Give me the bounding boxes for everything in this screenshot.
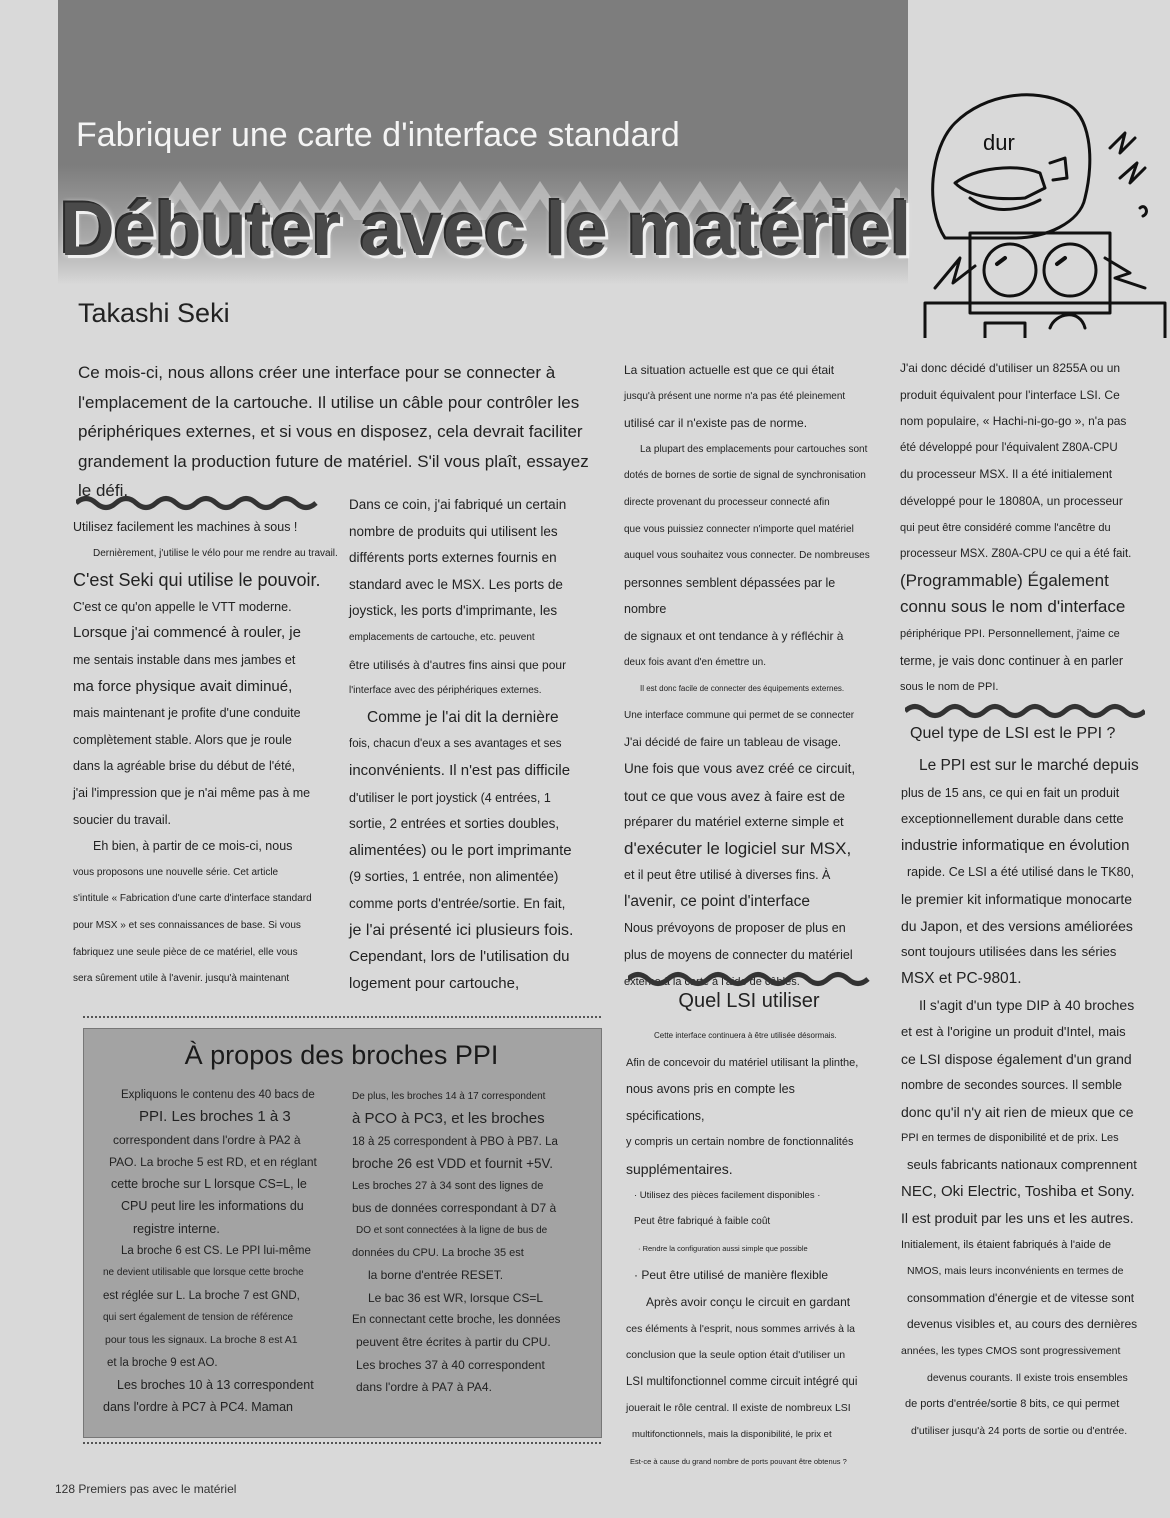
col3-line2: nous avons pris en compte les spécifications, [626,1082,795,1123]
col4-line2: Initialement, ils étaient fabriqués à l'aide de [901,1238,1112,1251]
col4-line: sous le nom de PPI. [900,681,999,694]
sidebar-left-line: correspondent dans l'ordre à PA2 à [113,1132,301,1147]
col4-line2: NMOS, mais leurs inconvénients en termes de [907,1265,1124,1278]
col4-line2: Il est produit par les uns et les autres. [901,1210,1134,1227]
col1-line: ma force physique avait diminué, [73,677,293,695]
col3-line2: Cette interface continuera à être utilisée désormais. [654,1031,837,1040]
col4-line: produit équivalent pour l'interface LSI. Ce [900,387,1120,402]
col3-line: personnes semblent dépassées par le nombre [624,575,836,617]
col1-caption: Dernièrement, j'utilise le vélo pour me rendre au travail. [93,547,338,559]
col1-line: dans la agréable brise du début de l'été, [73,759,295,774]
col4-line2: de ports d'entrée/sortie 8 bits, ce qui permet [905,1398,1120,1411]
col2-line: comme ports d'entrée/sortie. En fait, [349,895,566,911]
col4-line: développé pour le 18080A, un processeur [900,493,1123,508]
sidebar-right-line: Les broches 37 à 40 correspondent [356,1357,545,1372]
col2-line: d'utiliser le port joystick (4 entrées, 1 [349,790,551,805]
col3-line: deux fois avant d'en émettre un. [624,656,766,668]
sidebar-left-line: registre interne. [133,1221,220,1236]
sidebar-top-rule [83,1016,601,1018]
sidebar-left-line: PPI. Les broches 1 à 3 [139,1108,291,1126]
col3-line: plus de moyens de connecter du matériel [624,948,853,963]
col2-line: Dans ce coin, j'ai fabriqué un certain [349,497,567,512]
sidebar-right-line: bus de données correspondant à D7 à [352,1201,557,1216]
col1-quote: C'est Seki qui utilise le pouvoir. [73,570,321,591]
sidebar-right-line: dans l'ordre à PA7 à PA4. [356,1379,492,1394]
col3-line: Nous prévoyons de proposer de plus en [624,921,846,936]
col4-line: terme, je vais donc continuer à en parler [900,653,1124,668]
col1-subtitle: Utilisez facilement les machines à sous ! [73,520,298,534]
col3-line2: multifonctionnels, mais la disponibilité, le prix et [632,1428,832,1440]
kicker: Fabriquer une carte d'interface standard [76,116,680,154]
sidebar-right-line: DO et sont connectées à la ligne de bus de [356,1224,548,1236]
col3-line: Une interface commune qui permet de se connecter [624,709,855,721]
col2-line: Comme je l'ai dit la dernière [367,708,559,726]
col3-line2: Afin de concevoir du matériel utilisant la plinthe, [626,1056,859,1069]
col1-line: soucier du travail. [73,812,171,827]
sidebar-left-column [103,1084,331,1418]
wave-divider-col3 [628,970,873,988]
col4-line: qui peut être considéré comme l'ancêtre du [900,521,1111,534]
column-1 [73,514,343,993]
col3-line: externe à la carte à l'aide de câbles. [624,975,800,988]
col3-line2: · Rendre la configuration aussi simple que possible [638,1243,808,1253]
col4-line2: MSX et PC-9801. [901,969,1022,987]
col3-line: de signaux et ont tendance à y réfléchir à [624,628,844,643]
col2-line: sortie, 2 entrées et sorties doubles, [349,816,560,832]
sidebar-right-line: à PCO à PC3, et les broches [352,1110,545,1128]
col3-line: d'exécuter le logiciel sur MSX, [624,838,852,858]
heading-quel-type: Quel type de LSI est le PPI ? [910,725,1116,742]
col4-line: périphérique PPI. Personnellement, j'aime ce [900,627,1120,640]
col3-line: directe provenant du processeur connecté afin [624,496,830,508]
column-4 [900,355,1150,701]
sidebar-right-line: En connectant cette broche, les données [352,1313,561,1326]
col4-line2: plus de 15 ans, ce qui en fait un produit [901,785,1120,800]
col2-line: alimentées) ou le port imprimante [349,841,572,859]
col2-line: je l'ai présenté ici plusieurs fois. [349,921,574,939]
sidebar-bottom-rule [83,1442,601,1444]
col4-line2: consommation d'énergie et de vitesse sont [907,1290,1135,1305]
col3-line2: Peut être fabriqué à faible coût [634,1216,771,1228]
col3-line: La situation actuelle est que ce qui était [624,363,835,377]
col3-line: que vous puissiez connecter n'importe quel matériel [624,523,854,535]
col4-line2: nombre de secondes sources. Il semble [901,1078,1122,1093]
col4-line2: NEC, Oki Electric, Toshiba et Sony. [901,1182,1135,1200]
sidebar-right-line: Les broches 27 à 34 sont des lignes de [352,1180,544,1193]
col3-line: jusqu'à présent une norme n'a pas été pleinement [624,390,846,402]
col4-line: (Programmable) Également [900,570,1109,590]
col3-line2: supplémentaires. [626,1160,733,1177]
sidebar-right-line: 18 à 25 correspondent à PBO à PB7. La [352,1135,558,1148]
col3-line2: ces éléments à l'esprit, nous sommes arrivés à la [626,1322,856,1335]
sidebar-left-line: CPU peut lire les informations du [121,1199,304,1214]
col4-line: été développé pour l'équivalent Z80A-CPU [900,441,1118,454]
col4-line2: d'utiliser jusqu'à 24 ports de sortie ou d'entrée. [911,1424,1128,1437]
col4-line2: industrie informatique en évolution [901,836,1130,854]
col3-line2: · Peut être utilisé de manière flexible [634,1268,829,1283]
sidebar-right-line: la borne d'entrée RESET. [368,1268,504,1283]
col2-line: logement pour cartouche, [349,974,520,992]
col4-line2: le premier kit informatique monocarte [901,890,1133,907]
col3-line: et il peut être utilisé à diverses fins. À [624,868,831,883]
col3-line2: Après avoir conçu le circuit en gardant [646,1294,851,1309]
lead-paragraph: Ce mois-ci, nous allons créer une interface pour se connecter à l'emplacement de la cartouche. Il utilise un câble pour contrôler les périphériques externes, et si vous en disposez, cela devrait faciliter grandement la production future de matériel. S'il vous plaît, essayez le défi. [78,363,589,500]
col4-line: J'ai donc décidé d'utiliser un 8255A ou un [900,361,1121,375]
col3-line: l'avenir, ce point d'interface [624,892,810,910]
illustration-label: dur [983,130,1015,155]
sidebar-left-line: cette broche sur L lorsque CS=L, le [111,1177,307,1192]
sidebar-left-line: Expliquons le contenu des 40 bacs de [121,1089,315,1101]
column-2 [349,492,601,997]
col3-line2: y compris un certain nombre de fonctionnalités [626,1136,854,1149]
col1-line: vous proposons une nouvelle série. Cet article [73,866,279,878]
col3-line: La plupart des emplacements pour cartouches sont [640,443,868,455]
column-4-lower [901,753,1151,1444]
col3-line: auquel vous souhaitez vous connecter. De nombreuses [624,550,870,562]
col4-line2: du Japon, et des versions améliorées [901,917,1133,934]
column-3 [624,357,874,995]
col4-line2: seuls fabricants nationaux comprennent [907,1156,1137,1172]
page-title: Débuter avec le matériel [60,187,911,272]
wave-divider-col1 [76,494,322,512]
col4-line: nom populaire, « Hachi-ni-go-go », n'a pas [900,414,1127,429]
col1-line: j'ai l'impression que je n'ai même pas à me [73,785,311,800]
col4-line: connu sous le nom d'interface [900,597,1126,617]
sidebar-right-line: broche 26 est VDD et fournit +5V. [352,1155,553,1171]
robot-illustration [915,88,1170,338]
col1-line: Eh bien, à partir de ce mois-ci, nous [93,839,293,854]
sidebar-left-line: La broche 6 est CS. Le PPI lui-même [121,1245,311,1258]
col1-line: s'intitule « Fabrication d'une carte d'interface standard [73,893,312,905]
col3-line2: · Utilisez des pièces facilement disponibles · [634,1189,821,1201]
sidebar-right-line: De plus, les broches 14 à 17 correspondent [352,1091,546,1102]
col4-line: du processeur MSX. Il a été initialement [900,467,1113,482]
col2-line: différents ports externes fournis en [349,550,557,566]
col4-line2: rapide. Ce LSI a été utilisé dans le TK80, [907,865,1134,880]
col2-line: joystick, les ports d'imprimante, les [349,603,558,619]
col1-line: Lorsque j'ai commencé à rouler, je [73,624,301,642]
col4-line2: sont toujours utilisées dans les séries [901,944,1117,960]
sidebar-right-column [352,1086,592,1398]
heading-quel-lsi: Quel LSI utiliser [678,990,820,1012]
sidebar-left-line: Les broches 10 à 13 correspondent [117,1377,314,1392]
col2-line: standard avec le MSX. Les ports de [349,576,563,592]
col2-line: Cependant, lors de l'utilisation du [349,948,570,966]
col4-line2: devenus courants. Il existe trois ensembles [927,1371,1128,1384]
sidebar-right-line: Le bac 36 est WR, lorsque CS=L [368,1290,544,1305]
col1-line: pour MSX » et ses connaissances de base. Si vous [73,919,301,931]
col3-line2: conclusion que la seule option était d'utiliser un [626,1349,846,1362]
col3-line2: Est-ce à cause du grand nombre de ports pouvant être obtenus ? [630,1456,847,1466]
col4-line: processeur MSX. Z80A-CPU ce qui a été fait. [900,548,1132,561]
col2-line: fois, chacun d'eux a ses avantages et ses [349,738,562,751]
col1-line: C'est ce qu'on appelle le VTT moderne. [73,599,292,614]
col3-line: utilisé car il n'existe pas de norme. [624,416,808,431]
wave-divider-col4 [905,702,1145,720]
col4-line2: ce LSI dispose également d'un grand [901,1050,1132,1067]
col4-line2: exceptionnellement durable dans cette [901,811,1124,827]
col3-line2: LSI multifonctionnel comme circuit intégré qui [626,1375,858,1388]
sidebar-left-line: dans l'ordre à PC7 à PC4. Maman [103,1400,293,1415]
col2-line: (9 sorties, 1 entrée, non alimentée) [349,869,559,885]
col1-line: complètement stable. Alors que je roule [73,732,292,747]
col4-line2: Il s'agit d'un type DIP à 40 broches [919,997,1135,1014]
page-footer: 128 Premiers pas avec le matériel [55,1482,237,1496]
col2-line: être utilisés à d'autres fins ainsi que pour [349,657,567,672]
author: Takashi Seki [78,298,230,328]
column-3-lower [626,1023,876,1475]
sidebar-left-line: est réglée sur L. La broche 7 est GND, [103,1289,300,1302]
sidebar-left-line: ne devient utilisable que lorsque cette broche [103,1267,304,1279]
col3-line: dotés de bornes de sortie de signal de synchronisation [624,470,866,482]
col1-line: sera sûrement utile à l'avenir. jusqu'à maintenant [73,973,290,985]
col1-line: fabriquez une seule pièce de ce matériel, elle vous [73,946,298,958]
sidebar-left-line: qui sert également de tension de référence [103,1311,294,1323]
col4-line2: PPI en termes de disponibilité et de prix. Les [901,1132,1119,1145]
col3-line: Une fois que vous avez créé ce circuit, [624,760,856,776]
sidebar-right-line: peuvent être écrites à partir du CPU. [356,1335,551,1350]
col4-line2: et est à l'origine un produit d'Intel, mais [901,1023,1126,1039]
col2-line: nombre de produits qui utilisent les [349,523,558,539]
col4-line2: devenus visibles et, au cours des dernières [907,1317,1138,1332]
sidebar-left-line: pour tous les signaux. La broche 8 est A1 [105,1334,298,1347]
col2-line: inconvénients. Il n'est pas difficile [349,761,571,779]
col4-line2: Le PPI est sur le marché depuis [919,757,1139,774]
col4-line2: années, les types CMOS sont progressivement [901,1345,1121,1358]
sidebar-title: À propos des broches PPI [184,1040,499,1070]
col3-line: tout ce que vous avez à faire est de [624,787,846,804]
col1-line: me sentais instable dans mes jambes et [73,652,296,667]
sidebar-right-line: données du CPU. La broche 35 est [352,1247,524,1260]
sidebar-left-line: PAO. La broche 5 est RD, et en réglant [109,1154,317,1169]
col3-line2: jouerait le rôle central. Il existe de nombreux LSI [626,1402,851,1415]
col4-line2: donc qu'il n'y ait rien de mieux que ce [901,1103,1134,1120]
sidebar-left-line: et la broche 9 est AO. [107,1356,218,1369]
col1-line: mais maintenant je profite d'une conduite [73,706,301,721]
col3-line: J'ai décidé de faire un tableau de visage. [624,735,842,750]
col3-line: Il est donc facile de connecter des équipements externes. [640,684,845,694]
col3-line: préparer du matériel externe simple et [624,814,844,830]
col2-line: emplacements de cartouche, etc. peuvent [349,631,535,643]
col2-line: l'interface avec des périphériques externes. [349,685,542,697]
